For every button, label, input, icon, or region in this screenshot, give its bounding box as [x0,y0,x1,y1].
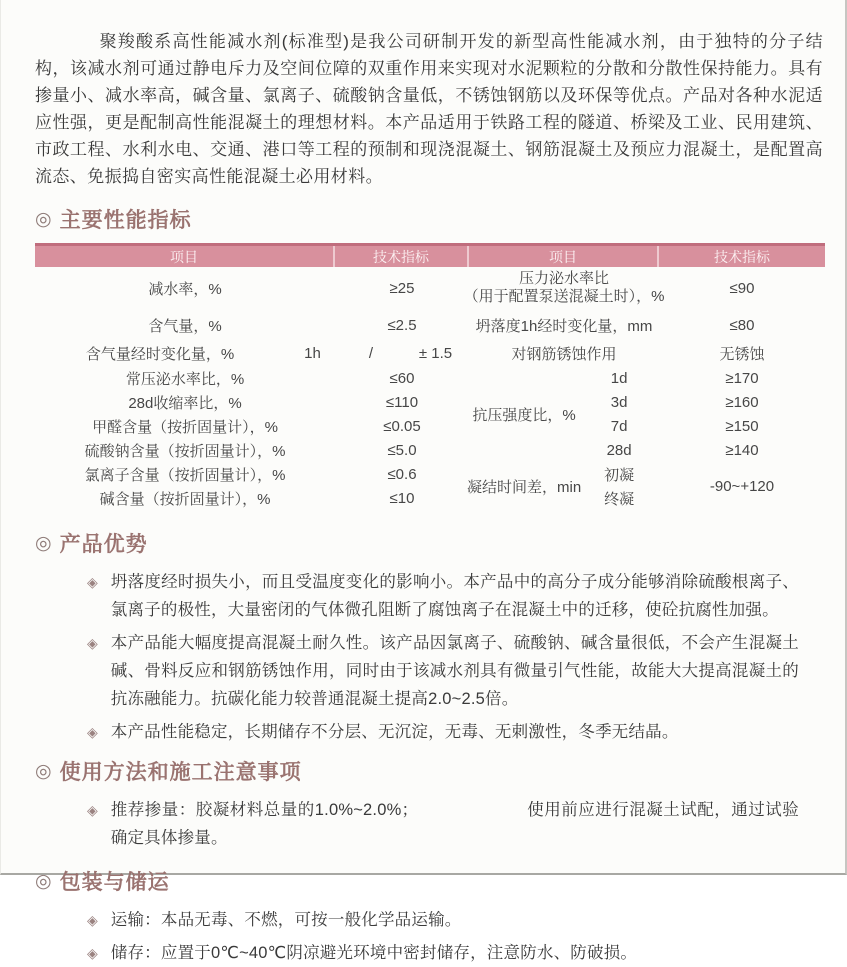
label-line: （用于配置泵送混凝土时），% [463,288,665,305]
diamond-bullet-icon: ◈ [87,724,98,740]
performance-table [35,243,825,510]
list-item [87,939,799,967]
table-group-setting-time [469,462,659,510]
diamond-bullet-icon: ◈ [87,945,98,961]
age-label: 28d [606,441,632,459]
bullet-text: 本产品性能稳定，长期储存不分层、无沉淀，无毒、无刺激性，冬季无结晶。 [110,723,679,741]
section-title: 产品优势 [59,533,148,556]
section-title: 包装与储运 [59,871,170,894]
age-label: 7d [610,417,628,435]
table-cell-value: ≤60 [389,369,415,387]
table-cell-label: 常压泌水率比，% [125,370,245,388]
table-cell-value: ± 1.5 [418,345,453,362]
section-heading-packaging [35,866,820,896]
table-cell-label: 氯离子含量（按折固量计），% [84,466,286,484]
double-circle-icon: ◎ [35,760,53,782]
table-cell-label: 含气量经时变化量，% [85,346,235,363]
bullet-text: 储存：应置于0℃~40℃阴凉避光环境中密封储存，注意防水、防破损。 [110,944,638,962]
intro-paragraph: 聚羧酸系高性能减水剂(标准型)是我公司研制开发的新型高性能减水剂，由于独特的分子结构，该减水剂可通过静电斥力及空间位障的双重作用来实现对水泥颗粒的分散和分散性保持能力。具有掺量小、减水率高，碱含量、氯离子、硫酸钠含量低，不锈蚀钢筋以及环保等优点。产品对各种水泥适应性强，更是配制高性能混凝土的理想材料。本产品适用于铁路工程的隧道、桥梁及工业、民用建筑、市政工程、水利水电、交通、港口等工程的预制和现浇混凝土、钢筋混凝土及预应力混凝土，是配置高流态、免振捣自密实高性能混凝土必用材料。 [35,32,823,186]
table-cell-slash: / [368,345,374,362]
section-heading-performance [35,204,820,234]
table-group-compressive-strength [469,366,659,462]
bullet-text [111,796,799,852]
table-cell-pressure-bleeding-label [463,267,665,309]
group-phases [579,462,659,510]
label-line: 压力泌水率比 [518,270,609,287]
table-cell-value: ≥140 [725,441,759,459]
table-cell-value: ≤0.6 [387,465,417,483]
table-header-item: 项目 [469,246,659,267]
bullet-text: 运输：本品无毒、不燃，可按一般化学品运输。 [110,911,462,929]
group-ages [579,366,659,462]
dosage-text: 推荐掺量：胶凝材料总量的1.0%~2.0%； [110,801,419,819]
usage-list [87,796,799,852]
table-cell-label: 对钢筋锈蚀作用 [511,346,617,363]
table-header-indicator: 技术指标 [714,248,770,265]
double-circle-icon: ◎ [35,208,53,230]
advantages-list [87,568,799,746]
table-cell-value: ≤10 [389,489,415,507]
table-cell-value: ≥170 [725,369,759,387]
list-item [87,568,799,624]
table-cell-value: ≤80 [729,316,755,334]
table-cell-label: 甲醛含量（按折固量计），% [92,418,278,436]
table-cell-label: 坍落度1h经时变化量，mm [475,317,653,335]
table-cell-label: 28d收缩率比，% [128,394,242,412]
double-circle-icon: ◎ [35,532,53,554]
section-title: 使用方法和施工注意事项 [59,761,302,784]
phase-label: 初凝 [604,466,635,484]
section-title: 主要性能指标 [59,209,192,232]
bullet-text: 坍落度经时损失小，而且受温度变化的影响小。本产品中的高分子成分能够消除硫酸根离子、氯离子的极性，大量密闭的气体微孔阻断了腐蚀离子在混凝土中的迁移，使砼抗腐性加强。 [110,573,799,619]
table-cell-label: 含气量，% [148,317,222,335]
group-label: 抗压强度比，% [472,406,576,424]
table-cell-value: ≥160 [725,393,759,411]
section-heading-usage [35,756,820,786]
double-circle-icon: ◎ [35,870,53,892]
packaging-list [87,906,799,967]
group-label: 凝结时间差，min [467,478,582,496]
table-header-indicator: 技术指标 [335,246,469,267]
diamond-bullet-icon: ◈ [87,802,98,818]
list-item [87,796,799,852]
table-cell-value: ≤90 [729,279,755,297]
table-cell-value: ≤2.5 [387,316,417,334]
list-item [87,629,799,713]
bullet-text: 本产品能大幅度提高混凝土耐久性。该产品因氯离子、硫酸钠、碱含量很低，不会产生混凝土碱、骨料反应和钢筋锈蚀作用，同时由于该减水剂具有微量引气性能，故能大大提高混凝土的抗冻融能力。抗碳化能力较普通混凝土提高2.0~2.5倍。 [110,634,799,708]
diamond-bullet-icon: ◈ [87,912,98,928]
table-cell-label: 减水率，% [148,280,222,298]
table-cell-value: ≤0.05 [383,417,421,435]
table-cell-value: ≥25 [389,279,415,297]
table-cell-value: ≤110 [385,393,419,411]
table-cell-value: -90~+120 [709,477,775,495]
table-header-row [35,243,825,267]
table-cell-label: 硫酸钠含量（按折固量计），% [84,442,286,460]
table-cell-value: ≤5.0 [387,441,417,459]
section-heading-advantages [35,528,820,558]
table-cell-time: 1h [304,345,321,362]
table-body [35,267,825,510]
list-item [87,906,799,934]
table-cell-value: 无锈蚀 [719,346,765,363]
note-text: 使用前应进行混凝土试配，通过试验确定具体掺量。 [110,801,799,847]
table-header-item: 项目 [35,246,335,267]
table-cell-value: ≥150 [725,417,759,435]
table-cell-label: 碱含量（按折固量计），% [99,490,271,508]
table-row-air-content-change [35,341,469,366]
age-label: 1d [610,369,628,387]
diamond-bullet-icon: ◈ [87,574,98,590]
phase-label: 终凝 [604,490,635,508]
list-item [87,718,799,746]
diamond-bullet-icon: ◈ [87,635,98,651]
age-label: 3d [610,393,628,411]
